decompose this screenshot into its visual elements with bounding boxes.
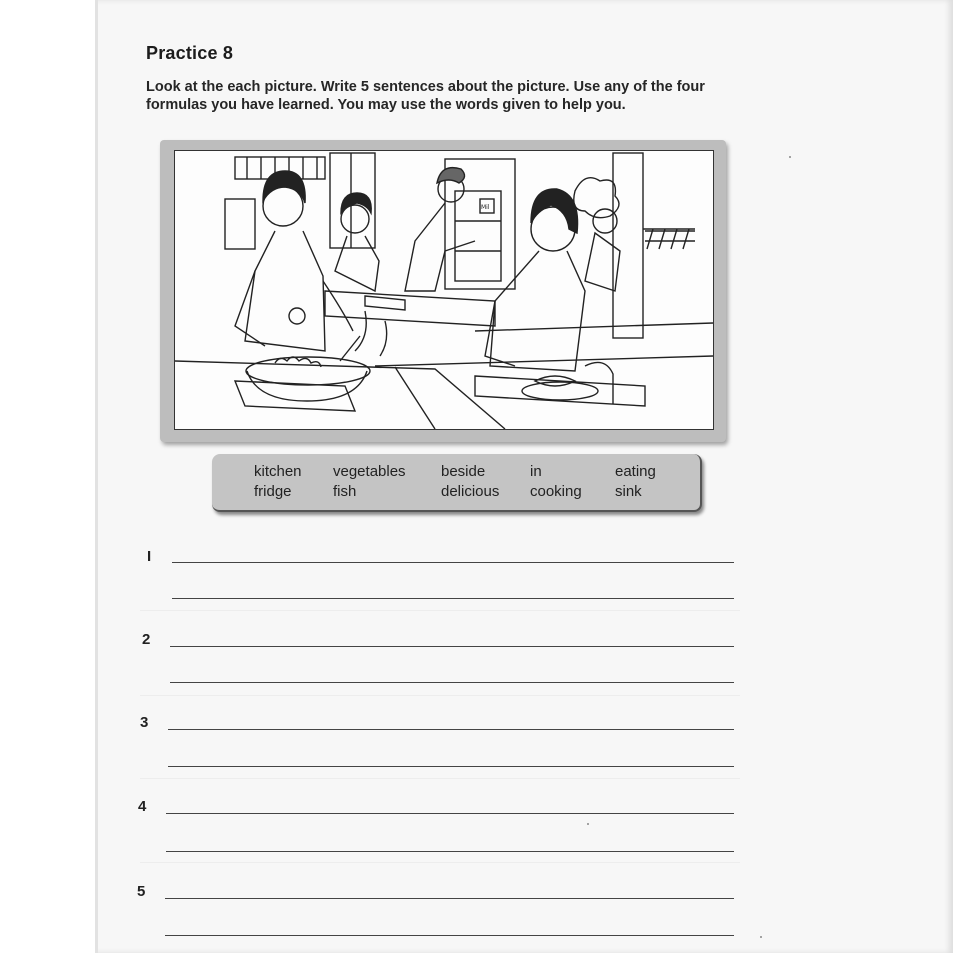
answer-number-3: 3	[140, 714, 149, 731]
faint-rule	[140, 778, 740, 779]
answer-line-1a[interactable]	[172, 562, 734, 563]
answer-number-5: 5	[137, 883, 146, 900]
word-eating: eating	[615, 463, 656, 480]
word-sink: sink	[615, 483, 642, 500]
answer-line-2b[interactable]	[170, 682, 734, 683]
scan-speck	[587, 823, 589, 825]
answer-number-4: 4	[138, 798, 147, 815]
word-fish: fish	[333, 483, 357, 500]
picture-frame	[160, 140, 726, 442]
word-cooking: cooking	[530, 483, 582, 500]
word-bank	[212, 454, 702, 512]
faint-rule	[140, 610, 740, 611]
answer-line-2a[interactable]	[170, 646, 734, 647]
word-vegetables: vegetables	[333, 463, 406, 480]
page-title: Practice 8	[146, 43, 234, 63]
faint-rule	[140, 862, 740, 863]
word-kitchen: kitchen	[254, 463, 302, 480]
answer-line-4b[interactable]	[166, 851, 734, 852]
word-fridge: fridge	[254, 483, 292, 500]
answer-line-3b[interactable]	[168, 766, 734, 767]
scan-speck	[760, 936, 762, 938]
answer-number-2: 2	[142, 631, 151, 648]
instructions-text: Look at the each picture. Write 5 sentences about the picture. Use any of the four formulas you have learned. You may use the words given to help you.	[146, 79, 705, 113]
word-beside: beside	[441, 463, 486, 480]
answer-line-3a[interactable]	[168, 729, 734, 730]
faint-rule	[140, 695, 740, 696]
kitchen-scene-illustration	[174, 150, 714, 430]
answer-number-1: I	[147, 548, 152, 565]
scan-speck	[789, 156, 791, 158]
fridge-label: Mil	[481, 204, 490, 211]
word-in: in	[530, 463, 542, 480]
answer-line-1b[interactable]	[172, 598, 734, 599]
answer-line-4a[interactable]	[166, 813, 734, 814]
answer-line-5a[interactable]	[165, 898, 734, 899]
answer-line-5b[interactable]	[165, 935, 734, 936]
word-delicious: delicious	[441, 483, 500, 500]
